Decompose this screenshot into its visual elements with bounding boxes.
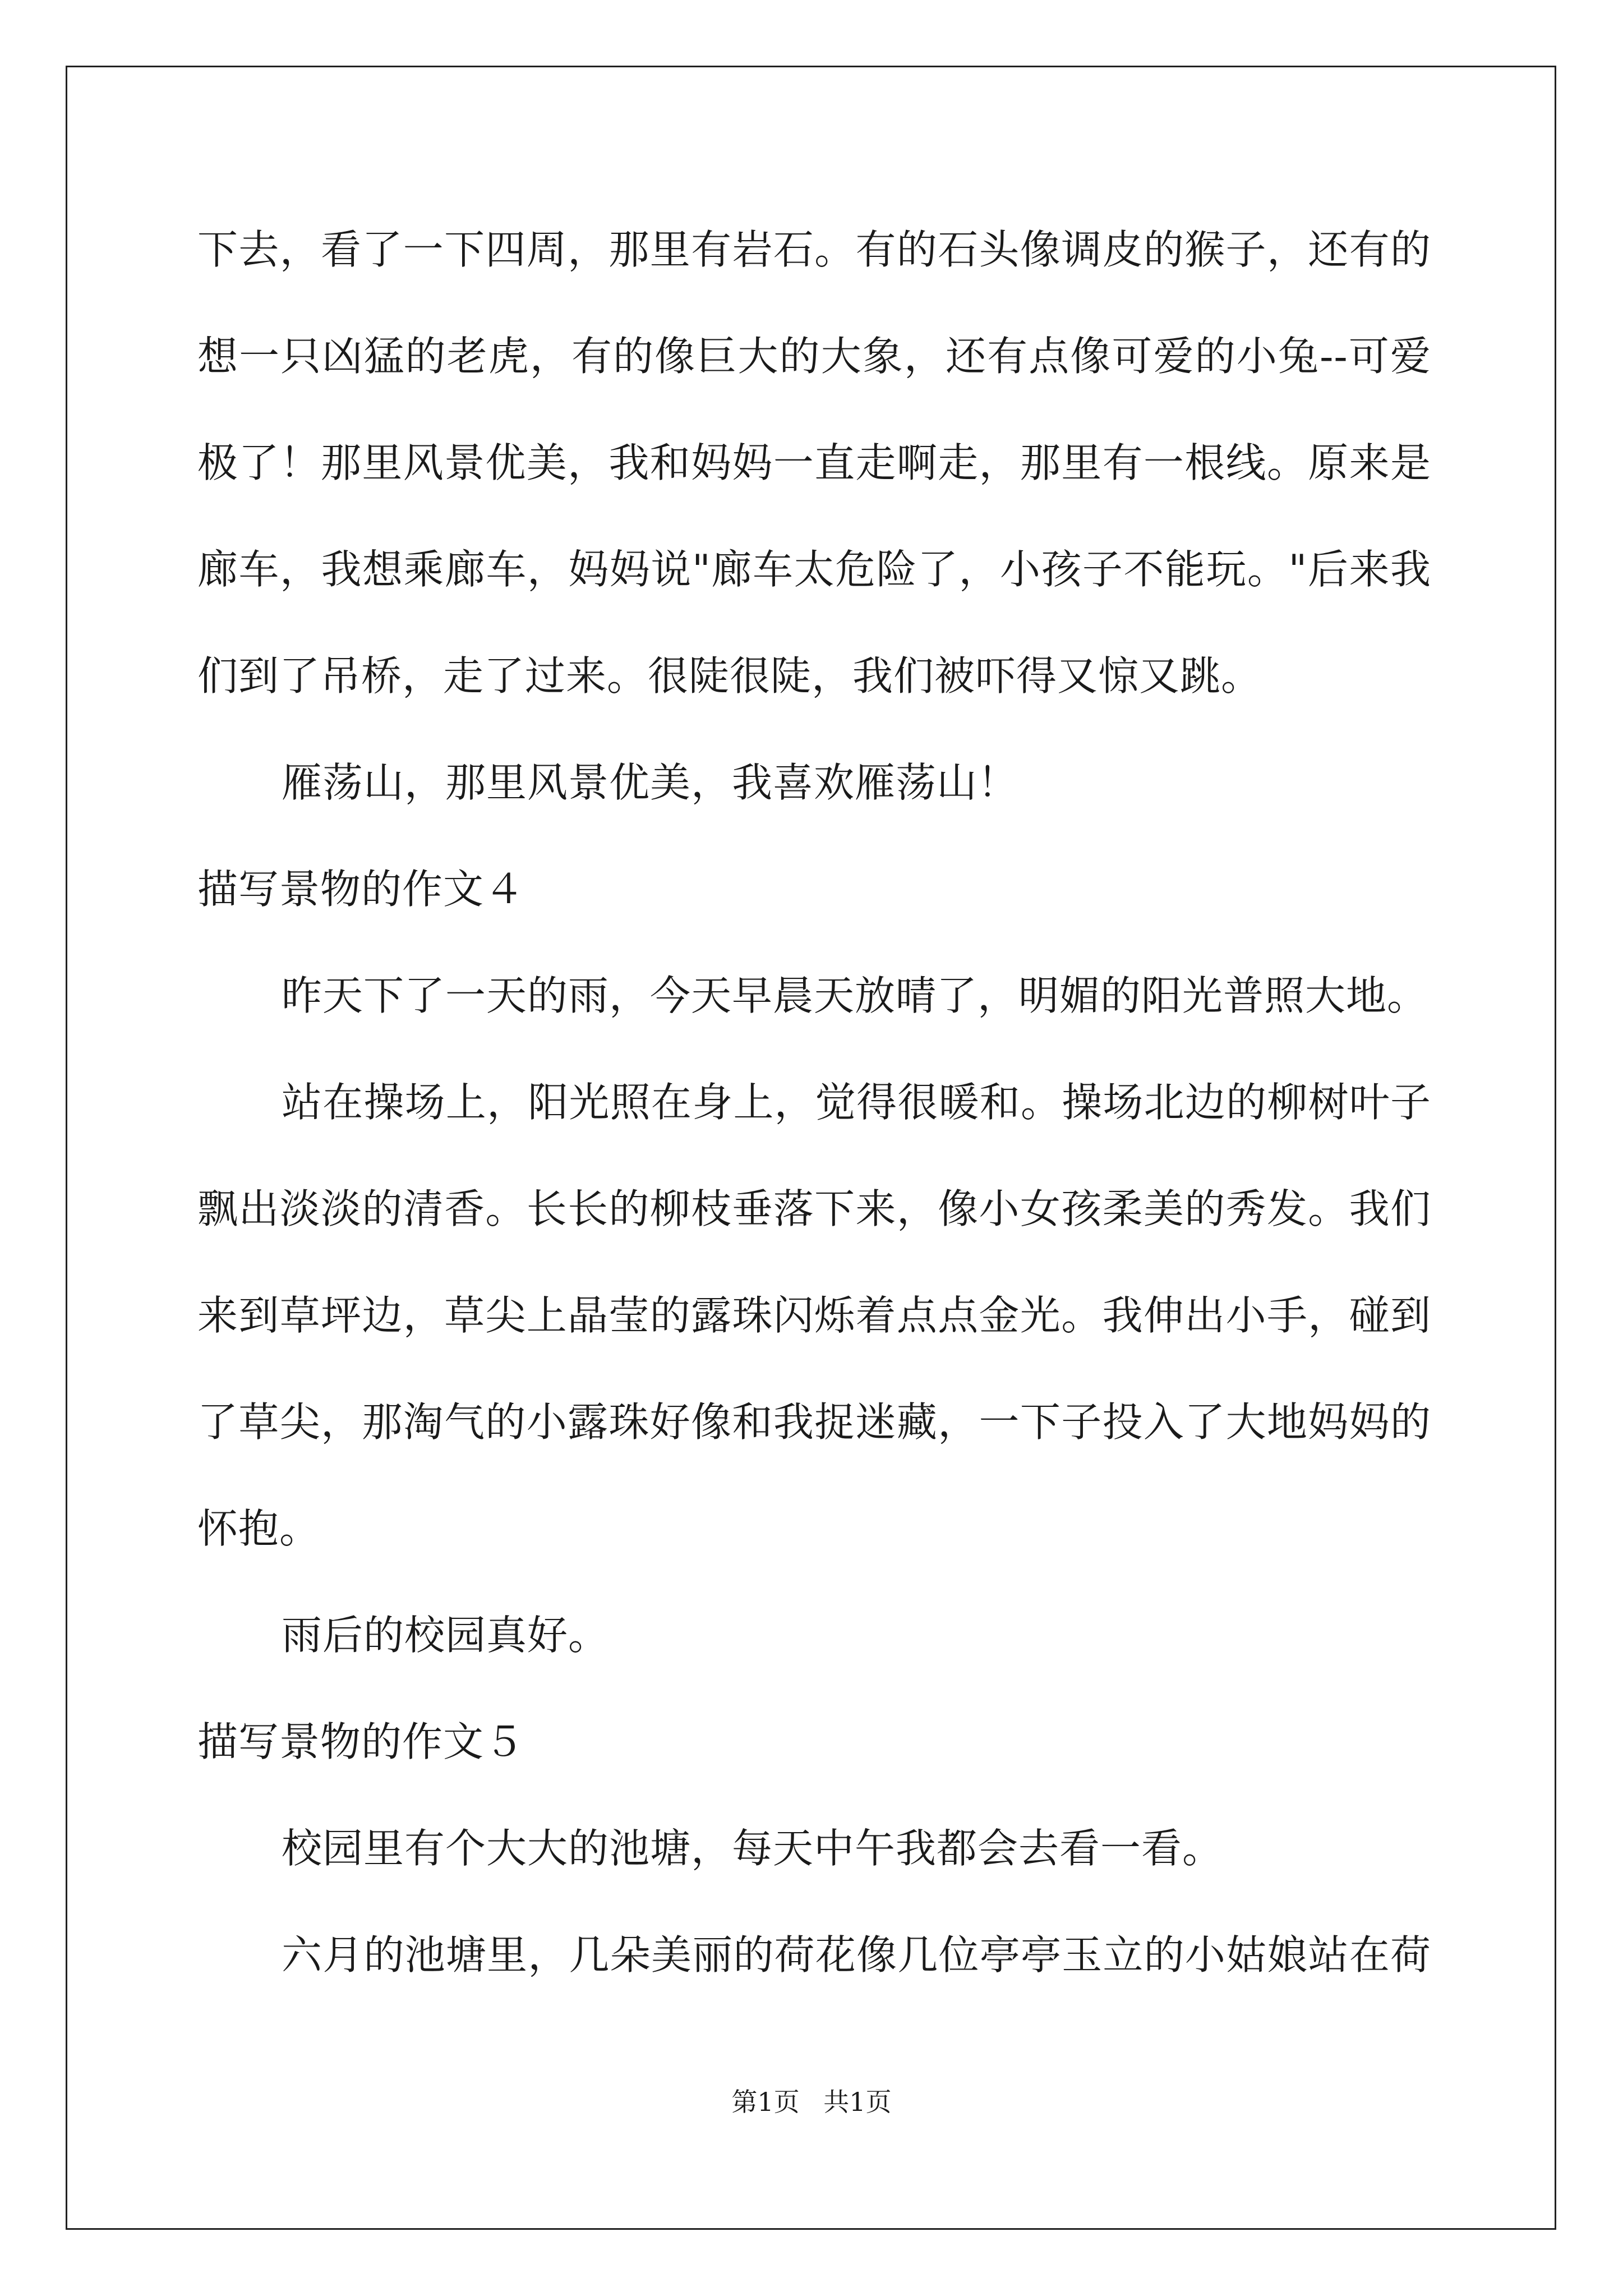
paragraph-line: 了草尖，那淘气的小露珠好像和我捉迷藏，一下子投入了大地妈妈的 xyxy=(197,1398,1431,1446)
section-heading: 描写景物的作文４ xyxy=(197,866,525,913)
paragraph-line: 们到了吊桥，走了过来。很陡很陡，我们被吓得又惊又跳。 xyxy=(197,652,1262,700)
paragraph-line: 昨天下了一天的雨，今天早晨天放晴了，明媚的阳光普照大地。 xyxy=(282,972,1428,1019)
paragraph-line: 来到草坪边，草尖上晶莹的露珠闪烁着点点金光。我伸出小手，碰到 xyxy=(197,1292,1431,1339)
paragraph-line: 想一只凶猛的老虎，有的像巨大的大象，还有点像可爱的小兔--可爱 xyxy=(197,333,1431,380)
page-border xyxy=(66,66,1556,2230)
paragraph-line: 飘出淡淡的清香。长长的柳枝垂落下来，像小女孩柔美的秀发。我们 xyxy=(197,1185,1431,1232)
paragraph-line: 下去，看了一下四周，那里有岩石。有的石头像调皮的猴子，还有的 xyxy=(197,226,1431,273)
paragraph-line: 廊车，我想乘廊车，妈妈说"廊车太危险了，小孩子不能玩。"后来我 xyxy=(197,546,1431,593)
paragraph-line: 雁荡山，那里风景优美，我喜欢雁荡山！ xyxy=(282,759,1019,806)
page-footer: 第1页 共1页 xyxy=(731,2087,892,2117)
paragraph-line: 怀抱。 xyxy=(197,1505,321,1552)
paragraph-line: 站在操场上，阳光照在身上，觉得很暖和。操场北边的柳树叶子 xyxy=(282,1079,1431,1126)
paragraph-line: 雨后的校园真好。 xyxy=(282,1612,610,1659)
paragraph-line: 六月的池塘里，几朵美丽的荷花像几位亭亭玉立的小姑娘站在荷 xyxy=(282,1931,1431,1978)
paragraph-line: 校园里有个大大的池塘，每天中午我都会去看一看。 xyxy=(282,1825,1224,1872)
section-heading: 描写景物的作文５ xyxy=(197,1718,525,1765)
paragraph-line: 极了！那里风景优美，我和妈妈一直走啊走，那里有一根线。原来是 xyxy=(197,439,1431,486)
